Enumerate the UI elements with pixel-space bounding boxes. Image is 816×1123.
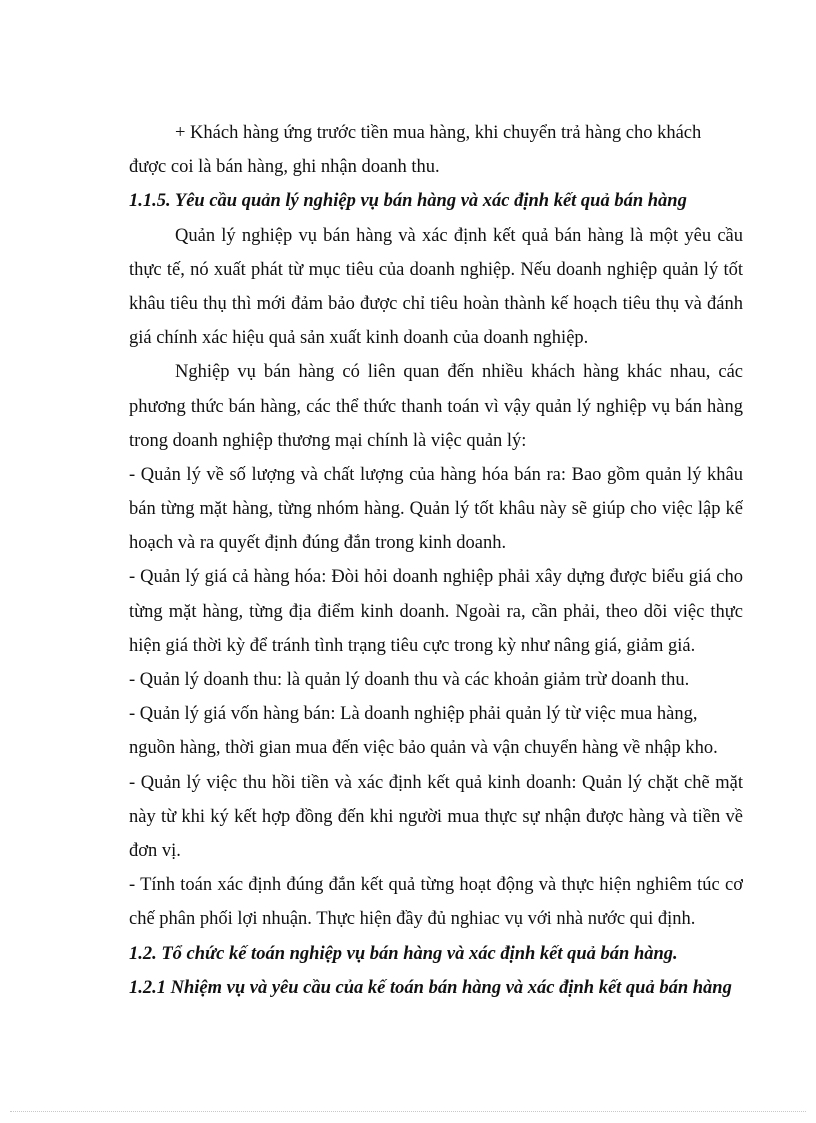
bullet-line: chế phân phối lợi nhuận. Thực hiện đầy đủ nghiac vụ với nhà nước qui định. [129,909,696,930]
bullet-line: đơn vị. [129,840,181,861]
section-heading-1-1-5: 1.1.5. Yêu cầu quản lý nghiệp vụ bán hàng và xác định kết quả bán hàng [129,191,687,212]
bullet-line: - Quản lý việc thu hồi tiền và xác định kết quả kinh doanh: Quản lý chặt chẽ mặt [129,772,743,793]
bullet-line: này từ khi ký kết hợp đồng đến khi người mua thực sự nhận được hàng và tiền về [129,806,743,827]
paragraph-line: trong doanh nghiệp thương mại chính là việc quản lý: [129,430,527,451]
paragraph-line: Quản lý nghiệp vụ bán hàng và xác định kết quả bán hàng là một yêu cầu [175,225,743,246]
paragraph-line: + Khách hàng ứng trước tiền mua hàng, khi chuyển trả hàng cho khách [175,123,702,143]
bullet-line: - Quản lý giá vốn hàng bán: Là doanh nghiệp phải quản lý từ việc mua hàng, [129,704,698,725]
bullet-line: - Quản lý về số lượng và chất lượng của hàng hóa bán ra: Bao gồm quản lý khâu [129,464,743,485]
page-bottom-divider [10,1111,806,1112]
bullet-line: hoạch và ra quyết định đúng đắn trong kinh doanh. [129,533,507,554]
bullet-line: - Quản lý doanh thu: là quản lý doanh thu và các khoản giảm trừ doanh thu. [129,670,690,690]
section-heading-1-2: 1.2. Tổ chức kế toán nghiệp vụ bán hàng và xác định kết quả bán hàng. [129,943,678,964]
bullet-line: bán từng mặt hàng, từng nhóm hàng. Quản lý tốt khâu này sẽ giúp cho việc lập kế [129,499,743,520]
document-body [129,116,743,1005]
paragraph-line: Nghiệp vụ bán hàng có liên quan đến nhiều khách hàng khác nhau, các [175,362,743,383]
bullet-line: - Tính toán xác định đúng đắn kết quả từng hoạt động và thực hiện nghiêm túc cơ [129,875,743,896]
paragraph-line: thực tế, nó xuất phát từ mục tiêu của doanh nghiệp. Nếu doanh nghiệp quản lý tốt [129,259,743,280]
bullet-line: nguồn hàng, thời gian mua đến việc bảo quản và vận chuyển hàng về nhập kho. [129,738,718,759]
paragraph-line: phương thức bán hàng, các thể thức thanh toán vì vậy quản lý nghiệp vụ bán hàng [129,396,743,417]
paragraph-line: giá chính xác hiệu quả sản xuất kinh doanh của doanh nghiệp. [129,328,589,349]
bullet-line: hiện giá thời kỳ để tránh tình trạng tiêu cực trong kỳ như nâng giá, giảm giá. [129,635,696,656]
paragraph-line: được coi là bán hàng, ghi nhận doanh thu. [129,157,440,178]
section-heading-1-2-1: 1.2.1 Nhiệm vụ và yêu cầu của kế toán bán hàng và xác định kết quả bán hàng [129,977,732,998]
bullet-line: - Quản lý giá cả hàng hóa: Đòi hỏi doanh nghiệp phải xây dựng được biểu giá cho [129,567,743,588]
bullet-line: từng mặt hàng, từng địa điểm kinh doanh. Ngoài ra, cần phải, theo dõi việc thực [129,601,743,622]
paragraph-line: khâu tiêu thụ thì mới đảm bảo được chỉ tiêu hoàn thành kế hoạch tiêu thụ và đánh [129,293,743,314]
